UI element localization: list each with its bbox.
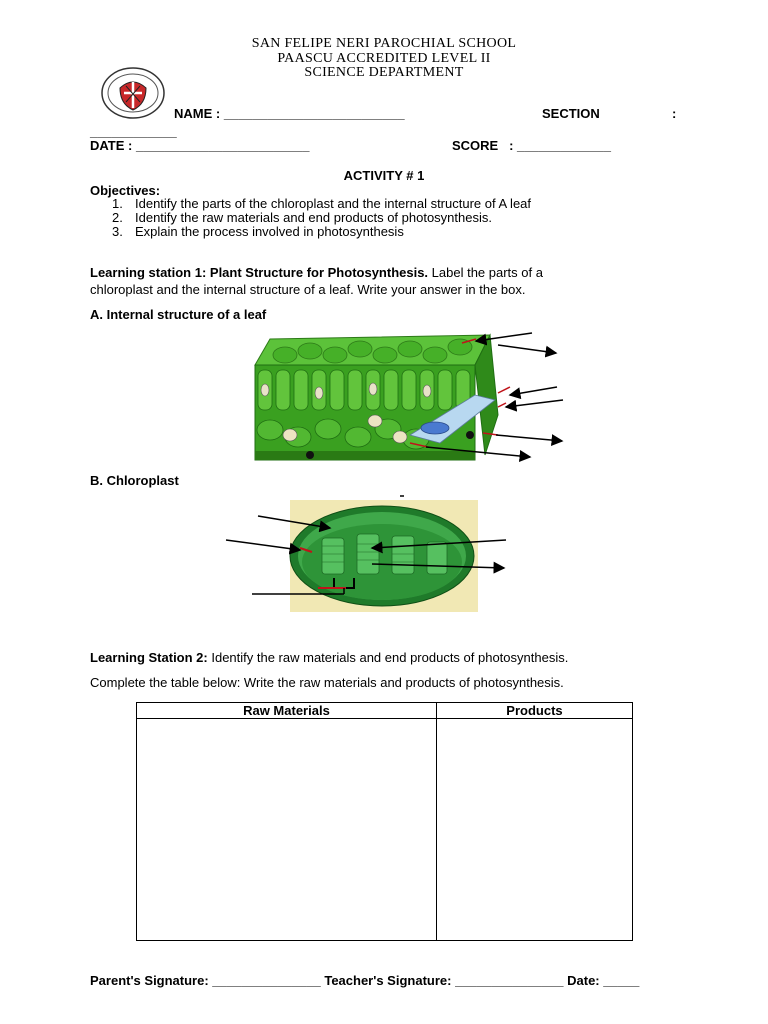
objective-item: 3. Explain the process involved in photosynthesis	[112, 224, 404, 239]
station1-heading: Learning station 1: Plant Structure for Photosynthesis.	[90, 265, 429, 280]
objectives-heading: Objectives:	[90, 183, 161, 198]
school-name: SAN FELIPE NERI PAROCHIAL SCHOOL	[251, 36, 517, 51]
section-field[interactable]: ____________	[90, 124, 177, 139]
table-instruction: Complete the table below: Write the raw materials and products of photosynthesis.	[90, 675, 564, 690]
objective-item: 2. Identify the raw materials and end products of photosynthesis.	[112, 210, 492, 225]
objective-item: 1. Identify the parts of the chloroplast and the internal structure of A leaf	[112, 196, 532, 211]
raw-materials-products-table	[136, 702, 633, 941]
products-cell[interactable]	[436, 719, 632, 941]
part-b-heading: B. Chloroplast	[90, 473, 179, 488]
raw-materials-cell[interactable]	[137, 719, 437, 941]
section-label: SECTION	[542, 106, 600, 121]
station1-paragraph	[90, 265, 543, 280]
name-field[interactable]: NAME : _________________________	[174, 106, 405, 121]
school-seal-logo	[100, 66, 166, 120]
department: SCIENCE DEPARTMENT	[304, 65, 464, 80]
date-field[interactable]: DATE : ________________________	[90, 138, 310, 153]
leaf-cross-section-diagram	[240, 325, 580, 465]
station2-heading: Learning Station 2:	[90, 650, 208, 665]
station1-instruction: Label the parts of a	[428, 265, 543, 280]
part-a-heading: A. Internal structure of a leaf	[90, 307, 267, 322]
products-header: Products	[436, 703, 632, 719]
station1-instruction-2: chloroplast and the internal structure of a leaf. Write your answer in the box.	[90, 282, 526, 297]
section-colon: :	[672, 106, 677, 121]
signature-line[interactable]: Parent's Signature: _______________ Teacher's Signature: _______________ Date: _____	[90, 973, 640, 988]
score-field[interactable]: SCORE : _____________	[452, 138, 611, 153]
activity-title: ACTIVITY # 1	[343, 168, 425, 183]
station2-instruction: Identify the raw materials and end products of photosynthesis.	[207, 650, 569, 665]
station2-paragraph	[90, 650, 568, 665]
raw-materials-header: Raw Materials	[137, 703, 437, 719]
chloroplast-diagram	[222, 490, 512, 614]
accreditation: PAASCU ACCREDITED LEVEL II	[277, 51, 491, 66]
objectives-list	[112, 197, 531, 239]
